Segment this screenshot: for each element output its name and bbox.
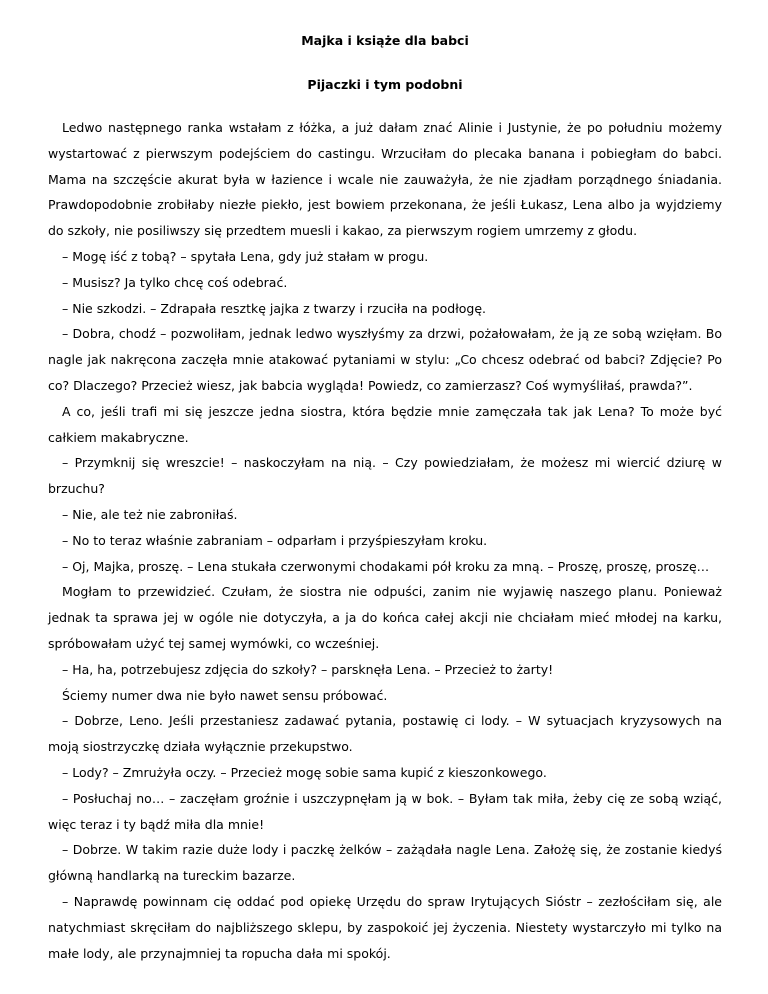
paragraph: – Dobrze. W takim razie duże lody i paczkę żelków – zażądała nagle Lena. Założę się, że zostanie kiedyś główną handlarką na tureckim bazarze. xyxy=(48,842,722,884)
paragraph: – Ha, ha, potrzebujesz zdjęcia do szkoły? – parsknęła Lena. – Przecież to żarty! xyxy=(62,661,554,677)
paragraph: – Nie szkodzi. – Zdrapała resztkę jajka z twarzy i rzuciła na podłogę. xyxy=(62,300,486,316)
chapter-subtitle: Pijaczki i tym podobni xyxy=(307,77,463,92)
paragraph: – Naprawdę powinnam cię oddać pod opiekę Urzędu do spraw Irytujących Sióstr – zezłościłam się, ale natychmiast skręciłam do najbliższego sklepu, by zaspokoić jej życzenia. Niestety wystarczyło mi tylko na małe lody, ale przynajmniej ta ropucha dała mi spokój. xyxy=(48,893,722,961)
paragraph: – Oj, Majka, proszę. – Lena stukała czerwonymi chodakami pół kroku za mną. – Proszę, proszę, proszę… xyxy=(62,558,710,574)
paragraph: – Dobrze, Leno. Jeśli przestaniesz zadawać pytania, postawię ci lody. – W sytuacjach kryzysowych na moją siostrzyczkę działa wyłącznie przekupstwo. xyxy=(48,713,722,755)
paragraph: – Mogę iść z tobą? – spytała Lena, gdy już stałam w progu. xyxy=(62,248,429,264)
document-title: Majka i książe dla babci xyxy=(301,33,469,48)
paragraph: – Nie, ale też nie zabroniłaś. xyxy=(62,506,238,522)
paragraph: A co, jeśli trafi mi się jeszcze jedna siostra, która będzie mnie zamęczała tak jak Lena? To może być całkiem makabryczne. xyxy=(48,403,722,445)
document-body xyxy=(48,115,722,966)
paragraph: – Musisz? Ja tylko chcę coś odebrać. xyxy=(62,274,288,290)
paragraph: Ledwo następnego ranka wstałam z łóżka, a już dałam znać Alinie i Justynie, że po południu możemy wystartować z pierwszym podejściem do castingu. Wrzuciłam do plecaka banana i pobiegłam do babci. Mama na szczęście akurat była w łazience i wcale nie zauważyła, że nie zjadłam porządnego śniadania. Prawdopodobnie zrobiłaby niezłe piekło, jest bowiem przekonana, że jeśli Łukasz, Lena albo ja wyjdziemy do szkoły, nie posiliwszy się przedtem muesli i kakao, za pierwszym rogiem umrzemy z głodu. xyxy=(48,120,722,239)
paragraph: Mogłam to przewidzieć. Czułam, że siostra nie odpuści, zanim nie wyjawię naszego planu. Ponieważ jednak ta sprawa jej w ogóle nie dotyczyła, a ja do końca całej akcji nie chciałam mieć młodej na karku, spróbowałam użyć tej samej wymówki, co wcześniej. xyxy=(48,584,722,651)
paragraph: – Dobra, chodź – pozwoliłam, jednak ledwo wyszłyśmy za drzwi, pożałowałam, że ją ze sobą wzięłam. Bo nagle jak nakręcona zaczęła mnie atakować pytaniami w stylu: „Co chcesz odebrać od babci? Zdjęcie? Po co? Dlaczego? Przecież wiesz, jak babcia wygląda! Powiedz, co zamierzasz? Coś wymyśliłaś, prawda?”. xyxy=(48,326,722,393)
paragraph: – Lody? – Zmrużyła oczy. – Przecież mogę sobie sama kupić z kieszonkowego. xyxy=(62,764,547,780)
document-page xyxy=(48,33,722,966)
paragraph: Ściemy numer dwa nie było nawet sensu próbować. xyxy=(62,687,388,703)
paragraph: – No to teraz właśnie zabraniam – odparłam i przyśpieszyłam kroku. xyxy=(62,532,488,548)
paragraph: – Przymknij się wreszcie! – naskoczyłam na nią. – Czy powiedziałam, że możesz mi wiercić dziurę w brzuchu? xyxy=(48,455,722,497)
paragraph: – Posłuchaj no… – zaczęłam groźnie i uszczypnęłam ją w bok. – Byłam tak miła, żeby cię ze sobą wziąć, więc teraz i ty bądź miła dla mnie! xyxy=(48,790,722,832)
